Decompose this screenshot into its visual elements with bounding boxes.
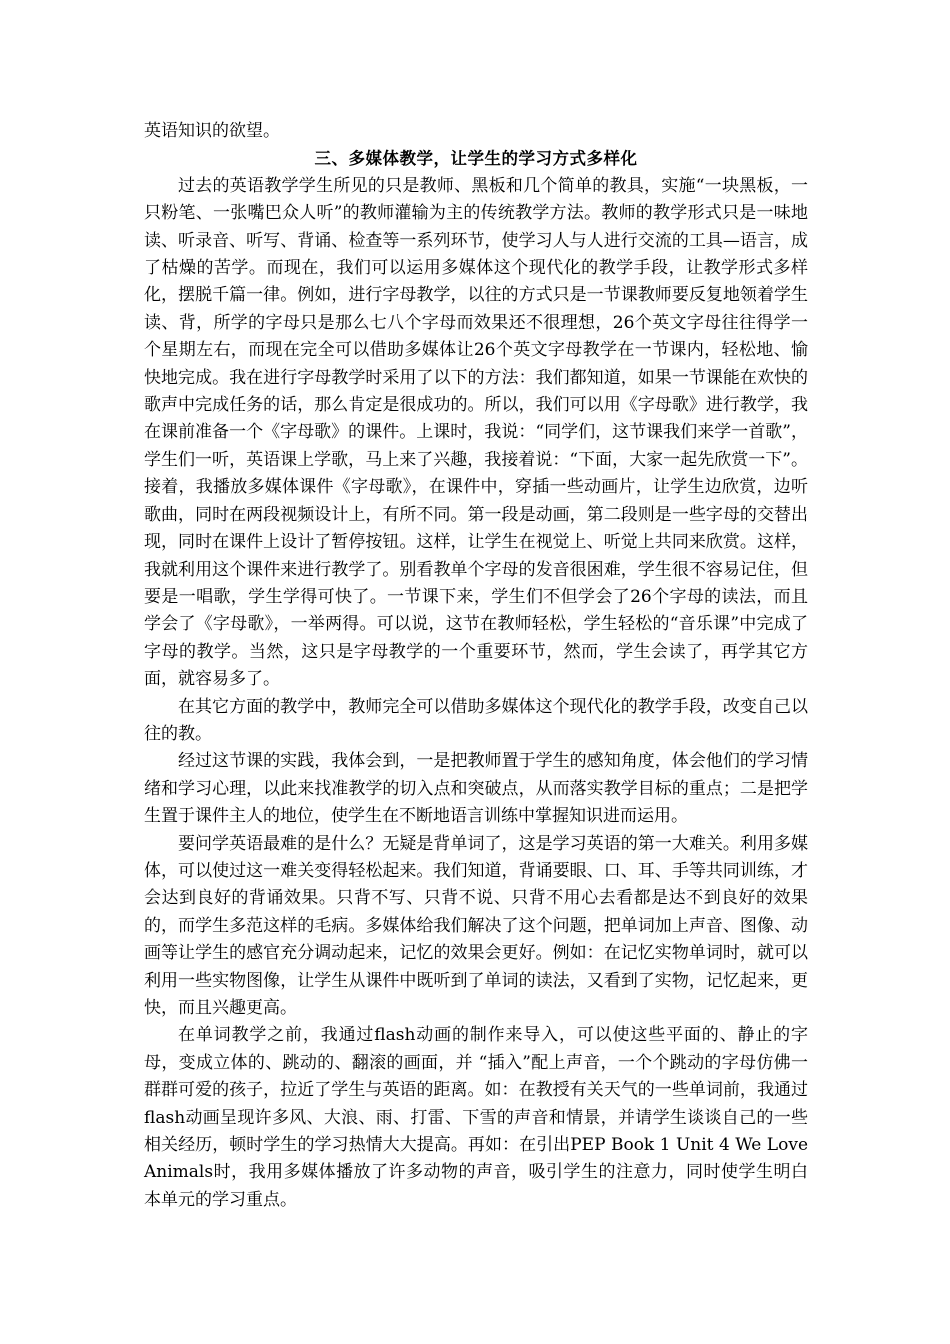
paragraph: 在单词教学之前，我通过flash动画的制作来导入，可以使这些平面的、静止的字母，变成立体的、跳动的、翻滚的画面，并 “插入”配上声音，一个个跳动的字母仿佛一群群可爱的孩子，拉近了学生与英语的距离。如：在教授有关天气的一些单词前，我通过flash动画呈现许多风、大浪、雨、打雷、下雪的声音和情景，并请学生谈谈自己的一些相关经历，顿时学生的学习热情大大提高。再如：在引出PEP Book 1 Unit 4 We Love Animals时，我用多媒体播放了许多动物的声音，吸引学生的注意力，同时使学生明白本单元的学习重点。	[144, 1025, 808, 1210]
carryover-line: 英语知识的欲望。	[144, 121, 280, 141]
paragraph: 要问学英语最难的是什么？无疑是背单词了，这是学习英语的第一大难关。利用多媒体，可以使过这一难关变得轻松起来。我们知道，背诵要眼、口、耳、手等共同训练，才会达到良好的背诵效果。只背不写、只背不说、只背不用心去看都是达不到良好的效果的，而学生多范这样的毛病。多媒体给我们解决了这个问题，把单词加上声音、图像、动画等让学生的感官充分调动起来，记忆的效果会更好。例如：在记忆实物单词时，就可以利用一些实物图像，让学生从课件中既听到了单词的读法，又看到了实物，记忆起来，更快，而且兴趣更高。	[144, 833, 808, 1018]
paragraph: 过去的英语教学学生所见的只是教师、黑板和几个简单的教具，实施“一块黑板，一只粉笔、一张嘴巴众人听”的教师灌输为主的传统教学方法。教师的教学形式只是一味地读、听录音、听写、背诵、检查等一系列环节，使学习人与人进行交流的工具—语言，成了枯燥的苦学。而现在，我们可以运用多媒体这个现代化的教学手段，让教学形式多样化，摆脱千篇一律。例如，进行字母教学，以往的方式只是一节课教师要反复地领着学生读、背，所学的字母只是那么七八个字母而效果还不很理想，26个英文字母往往得学一个星期左右，而现在完全可以借助多媒体让26个英文字母教学在一节课内，轻松地、愉快地完成。我在进行字母教学时采用了以下的方法：我们都知道，如果一节课能在欢快的歌声中完成任务的话，那么肯定是很成功的。所以，我们可以用《字母歌》进行教学，我在课前准备一个《字母歌》的课件。上课时，我说：“同学们，这节课我们来学一首歌”，学生们一听，英语课上学歌，马上来了兴趣，我接着说：“下面，大家一起先欣赏一下”。接着，我播放多媒体课件《字母歌》，在课件中，穿插一些动画片，让学生边欣赏，边听歌曲，同时在两段视频设计上，有所不同。第一段是动画，第二段则是一些字母的交替出现，同时在课件上设计了暂停按钮。这样，让学生在视觉上、听觉上共同来欣赏。这样，我就利用这个课件来进行教学了。别看教单个字母的发音很困难，学生很不容易记住，但要是一唱歌，学生学得可快了。一节课下来，学生们不但学会了26个字母的读法，而且学会了《字母歌》，一举两得。可以说，这节在教师轻松，学生轻松的“音乐课”中完成了字母的教学。当然，这只是字母教学的一个重要环节，然而，学生会读了，再学其它方面，就容易多了。	[144, 175, 808, 690]
paragraph: 在其它方面的教学中，教师完全可以借助多媒体这个现代化的教学手段，改变自己以往的教。	[144, 696, 808, 744]
section-heading: 三、多媒体教学，让学生的学习方式多样化	[314, 149, 638, 169]
paragraph: 经过这节课的实践，我体会到，一是把教师置于学生的感知角度，体会他们的学习情绪和学习心理，以此来找准教学的切入点和突破点，从而落实教学目标的重点；二是把学生置于课件主人的地位，使学生在不断地语言训练中掌握知识进而运用。	[144, 751, 808, 827]
document-page	[144, 118, 808, 1214]
